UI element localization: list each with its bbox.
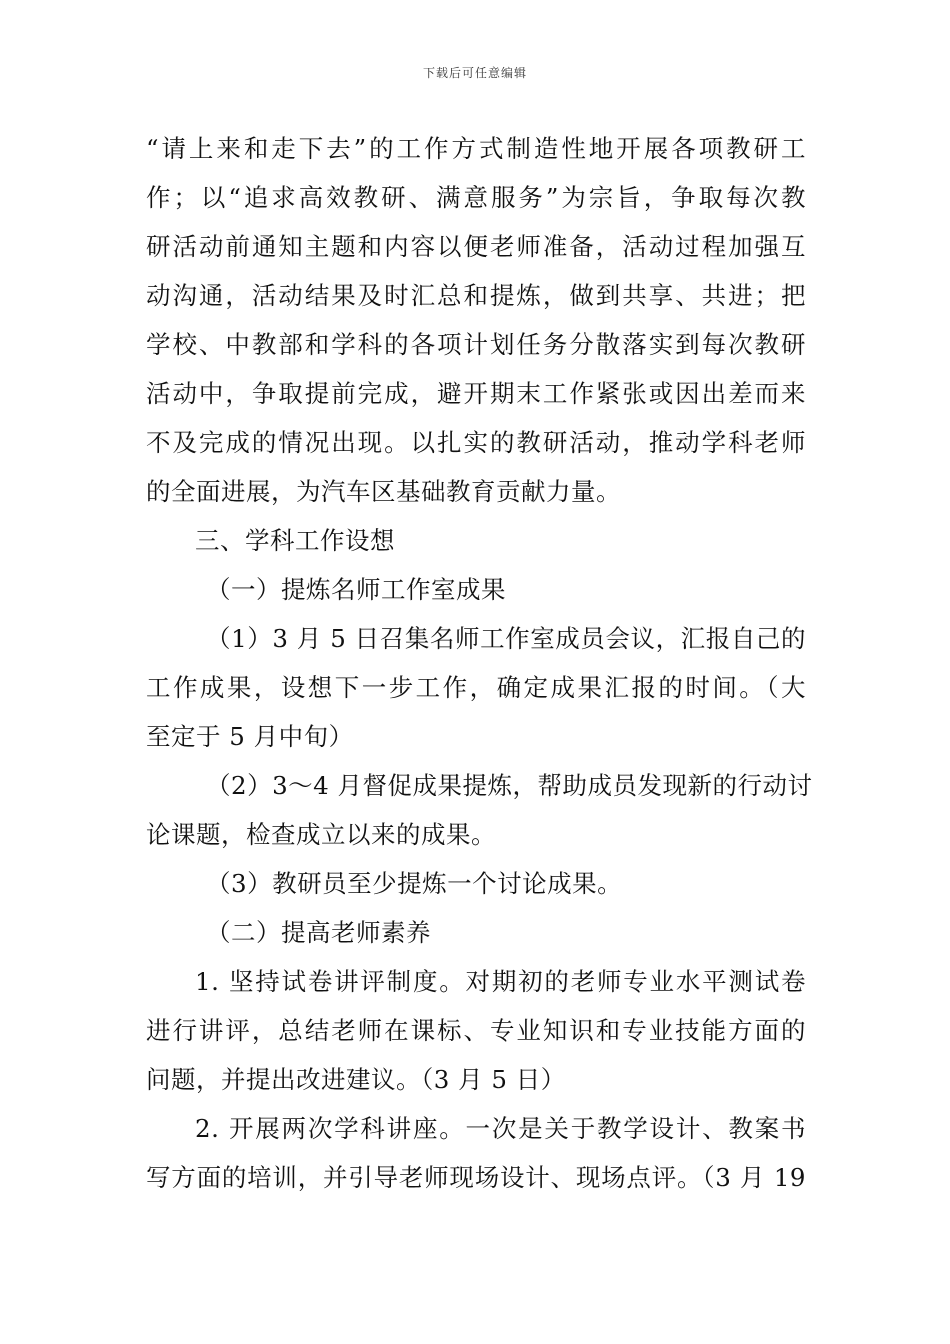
paragraph-line: 动沟通，活动结果及时汇总和提炼，做到共享、共进；把: [146, 281, 806, 310]
paragraph-line: 活动中，争取提前完成，避开期末工作紧张或因出差而来: [146, 379, 806, 408]
document-body: [146, 124, 813, 1202]
list-item-line: 1. 坚持试卷讲评制度。对期初的老师专业水平测试卷: [195, 967, 806, 996]
list-item-line: 进行讲评，总结老师在课标、专业知识和专业技能方面的: [146, 1016, 806, 1045]
paragraph-line: 的全面进展，为汽车区基础教育贡献力量。: [146, 477, 621, 506]
list-item-line: 论课题，检查成立以来的成果。: [146, 820, 496, 849]
paragraph-line: 不及完成的情况出现。以扎实的教研活动，推动学科老师: [146, 428, 806, 457]
subsection-heading: （二）提高老师素养: [206, 918, 431, 947]
list-item-line: （3）教研员至少提炼一个讨论成果。: [206, 869, 623, 898]
paragraph-line: 作；以“追求高效教研、满意服务”为宗旨，争取每次教: [146, 183, 806, 212]
page-header-note: 下载后可任意编辑: [422, 66, 527, 80]
list-item-line: 2. 开展两次学科讲座。一次是关于教学设计、教案书: [195, 1114, 806, 1143]
subsection-heading: （一）提炼名师工作室成果: [206, 575, 506, 604]
paragraph-line: 研活动前通知主题和内容以便老师准备，活动过程加强互: [146, 232, 806, 261]
list-item-line: 至定于 5 月中旬）: [146, 722, 354, 751]
list-item-line: 写方面的培训，并引导老师现场设计、现场点评。（3 月 19: [146, 1163, 806, 1192]
list-item-line: （2）3～4 月督促成果提炼，帮助成员发现新的行动讨: [206, 771, 813, 800]
section-heading: 三、学科工作设想: [195, 526, 395, 555]
list-item-line: 工作成果，设想下一步工作，确定成果汇报的时间。（大: [146, 673, 806, 702]
paragraph-line: “请上来和走下去”的工作方式制造性地开展各项教研工: [146, 134, 806, 163]
paragraph-line: 学校、中教部和学科的各项计划任务分散落实到每次教研: [146, 330, 806, 359]
list-item-line: 问题，并提出改进建议。（3 月 5 日）: [146, 1065, 566, 1094]
list-item-line: （1）3 月 5 日召集名师工作室成员会议，汇报自己的: [206, 624, 806, 653]
